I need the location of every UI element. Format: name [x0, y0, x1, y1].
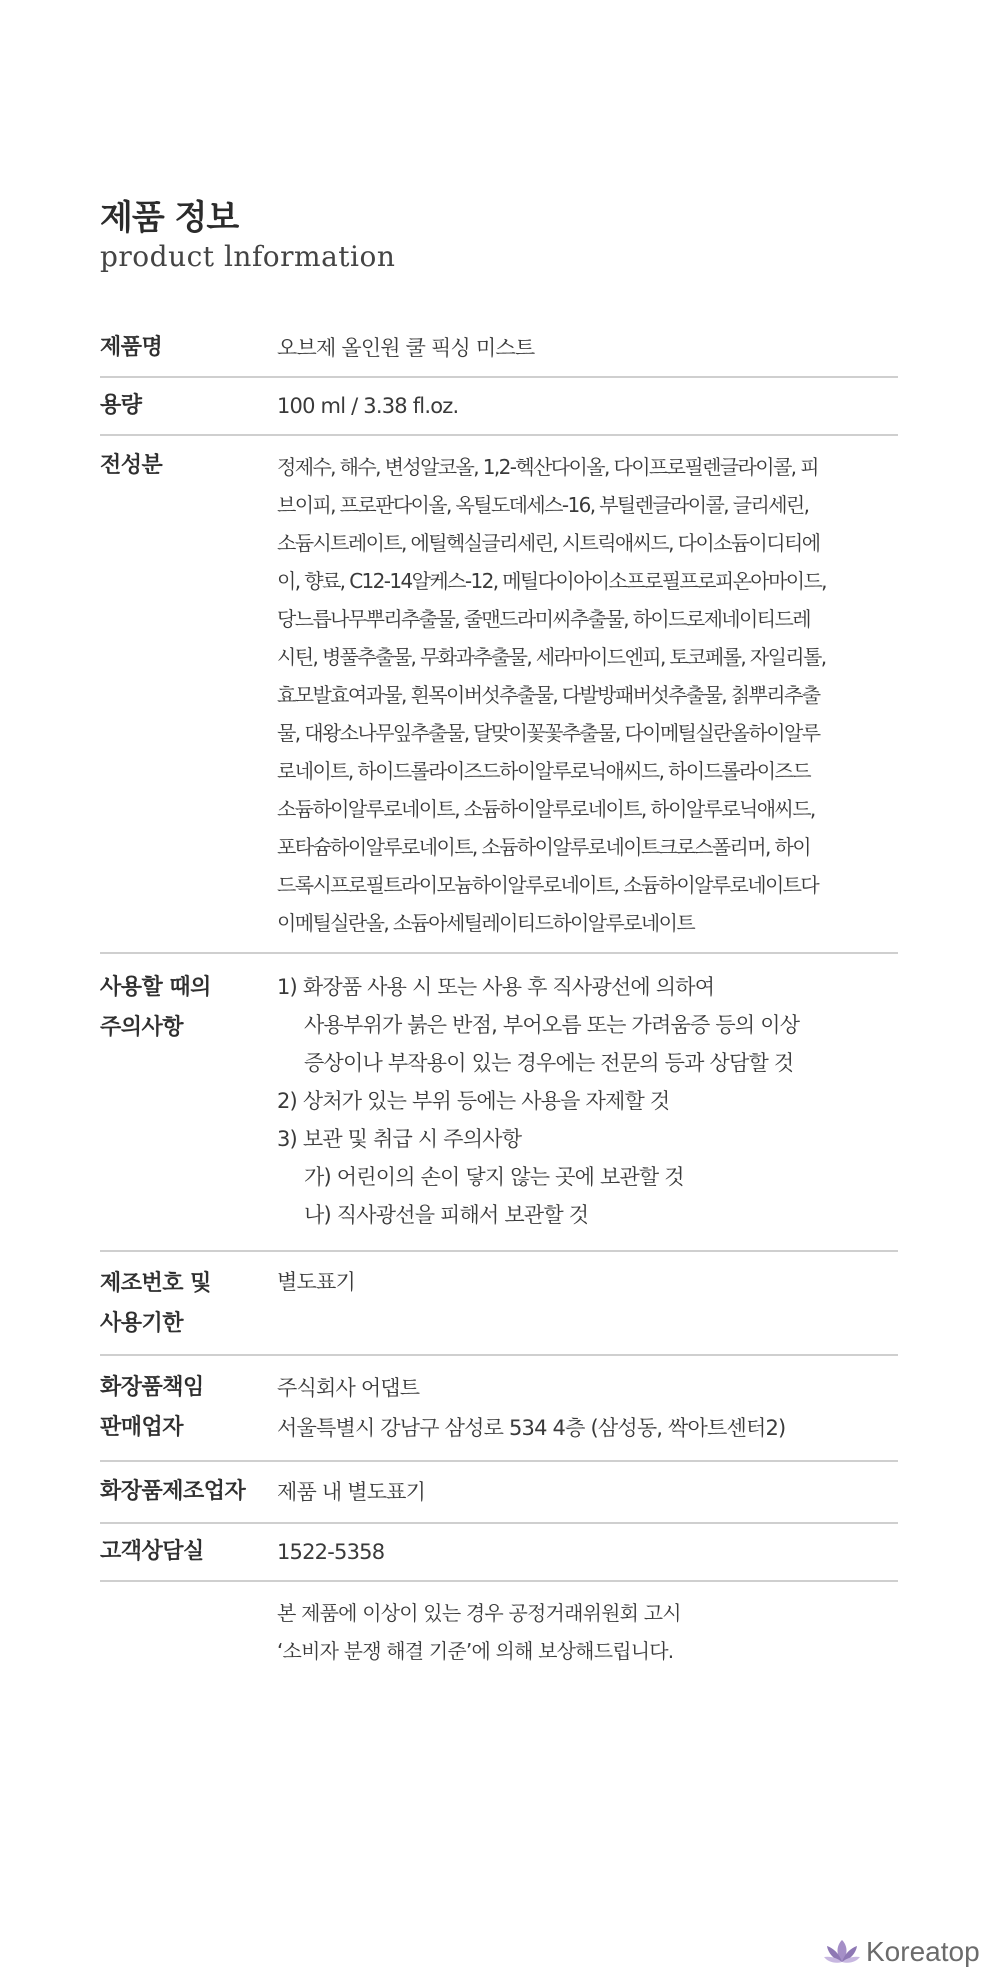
- caution-line: 가) 어린이의 손이 닿지 않는 곳에 보관할 것: [304, 1165, 684, 1189]
- row-seller: [100, 1356, 898, 1462]
- caution-line: 증상이나 부작용이 있는 경우에는 전문의 등과 상담할 것: [304, 1051, 794, 1075]
- ingredient-line: 물, 대왕소나무잎추출물, 달맞이꽃꽃추출물, 다이메틸실란올하이알루: [277, 721, 820, 745]
- row-batch: [100, 1252, 898, 1356]
- row-volume: [100, 378, 898, 436]
- ingredient-line: 시틴, 병풀추출물, 무화과추출물, 세라마이드엔피, 토코페롤, 자일리톨,: [277, 645, 826, 669]
- caution-line: 3) 보관 및 취급 시 주의사항: [277, 1127, 522, 1151]
- label-cautions-line1: 사용할 때의: [100, 975, 211, 1000]
- ingredient-line: 소듐시트레이트, 에틸헥실글리세린, 시트릭애씨드, 다이소듐이디티에: [277, 531, 820, 555]
- label-manufacturer: 화장품제조업자: [100, 1479, 246, 1504]
- ingredient-line: 당느릅나무뿌리추출물, 줄맨드라미씨추출물, 하이드로제네이티드레: [277, 607, 810, 631]
- seller-address: 서울특별시 강남구 삼성로 534 4층 (삼성동, 싹아트센터2): [277, 1416, 786, 1440]
- ingredient-line: 로네이트, 하이드롤라이즈드하이알루로닉애씨드, 하이드롤라이즈드: [277, 759, 810, 783]
- ingredient-line: 드록시프로필트라이모늄하이알루로네이트, 소듐하이알루로네이트다: [277, 873, 819, 897]
- brand-name: Koreatop: [866, 1936, 980, 1967]
- label-cautions: [100, 968, 211, 1048]
- label-ingredients: 전성분: [100, 453, 163, 478]
- page-subtitle: product lnformation: [100, 240, 396, 273]
- label-seller-line1: 화장품책임: [100, 1375, 204, 1400]
- label-support: 고객상담실: [100, 1539, 204, 1564]
- ingredient-line: 포타슘하이알루로네이트, 소듐하이알루로네이트크로스폴리머, 하이: [277, 835, 810, 859]
- value-cautions: [277, 968, 902, 1234]
- ingredient-line: 브이피, 프로판다이올, 옥틸도데세스-16, 부틸렌글라이콜, 글리세린,: [277, 493, 809, 517]
- label-seller-line2: 판매업자: [100, 1415, 184, 1440]
- lotus-icon: [822, 1937, 862, 1967]
- label-seller: [100, 1368, 204, 1448]
- row-cautions: [100, 954, 898, 1252]
- value-batch: 별도표기: [277, 1270, 355, 1294]
- caution-line: 나) 직사광선을 피해서 보관할 것: [304, 1203, 589, 1227]
- ingredient-line: 이, 향료, C12-14알케스-12, 메틸다이아이소프로필프로피온아마이드,: [277, 569, 826, 593]
- value-support: 1522-5358: [277, 1540, 385, 1564]
- row-notice: [100, 1582, 898, 1682]
- row-ingredients: [100, 436, 898, 954]
- value-manufacturer: 제품 내 별도표기: [277, 1480, 426, 1504]
- ingredient-line: 소듐하이알루로네이트, 소듐하이알루로네이트, 하이알루로닉애씨드,: [277, 797, 815, 821]
- row-manufacturer: [100, 1462, 898, 1524]
- caution-line: 1) 화장품 사용 시 또는 사용 후 직사광선에 의하여: [277, 975, 715, 999]
- ingredient-line: 효모발효여과물, 흰목이버섯추출물, 다발방패버섯추출물, 칡뿌리추출: [277, 683, 820, 707]
- brand-logo: [822, 1932, 980, 1972]
- notice-line: ‘소비자 분쟁 해결 기준’에 의해 보상해드립니다.: [277, 1639, 674, 1663]
- notice-line: 본 제품에 이상이 있는 경우 공정거래위원회 고시: [277, 1601, 681, 1625]
- value-volume: 100 ml / 3.38 fl.oz.: [277, 394, 459, 418]
- ingredient-line: 이메틸실란올, 소듐아세틸레이티드하이알루로네이트: [277, 911, 695, 935]
- ingredient-line: 정제수, 해수, 변성알코올, 1,2-헥산다이올, 다이프로필렌글라이콜, 피: [277, 455, 818, 479]
- label-volume: 용량: [100, 393, 142, 418]
- value-product-name: 오브제 올인원 쿨 픽싱 미스트: [277, 336, 535, 360]
- seller-name: 주식회사 어댑트: [277, 1376, 420, 1400]
- caution-line: 사용부위가 붉은 반점, 부어오름 또는 가려움증 등의 이상: [304, 1013, 800, 1037]
- value-seller: [277, 1368, 902, 1448]
- label-batch-line1: 제조번호 및: [100, 1271, 211, 1296]
- label-batch: [100, 1264, 211, 1344]
- label-batch-line2: 사용기한: [100, 1311, 184, 1336]
- product-info-table: [100, 318, 898, 1682]
- label-product-name: 제품명: [100, 335, 163, 360]
- page-title: 제품 정보: [100, 198, 239, 238]
- caution-line: 2) 상처가 있는 부위 등에는 사용을 자제할 것: [277, 1089, 670, 1113]
- notice-text: [277, 1594, 902, 1670]
- row-product-name: [100, 318, 898, 378]
- label-cautions-line2: 주의사항: [100, 1015, 184, 1040]
- value-ingredients: [277, 448, 902, 942]
- row-support: [100, 1524, 898, 1582]
